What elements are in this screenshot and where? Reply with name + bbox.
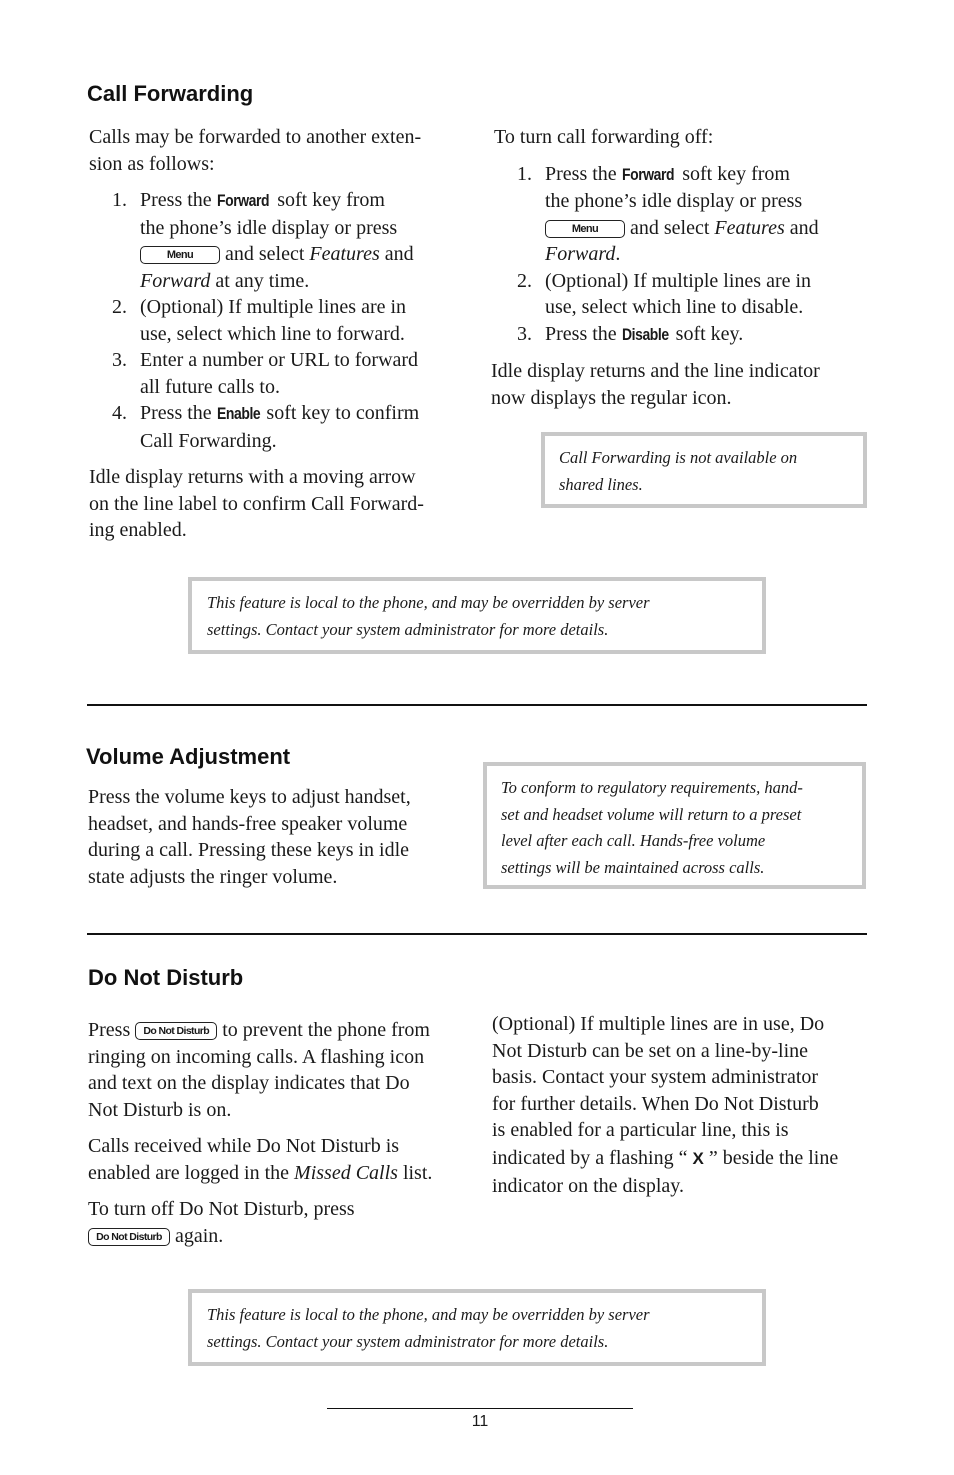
section-divider [87, 933, 867, 935]
off-step-2: 2. (Optional) If multiple lines are in use, select which line to disable. [517, 269, 812, 318]
do-not-disturb-key-icon: Do Not Disturb [135, 1022, 217, 1040]
step-1: 1. Press the Forward soft key from the phone’s idle display or press Menu and select Features and Forward at any time. [112, 189, 414, 292]
do-not-disturb-key-icon: Do Not Disturb [88, 1228, 170, 1246]
intro-line: Calls may be forwarded to another exten- [89, 126, 422, 148]
disable-softkey-label: Disable [621, 324, 669, 344]
note-shared-lines: Call Forwarding is not available on shared lines. [541, 432, 867, 508]
call-forwarding-heading: Call Forwarding [87, 81, 254, 106]
step-4: 4. Press the Enable soft key to confirm Call Forwarding. [112, 402, 420, 452]
forward-softkey-label: Forward [216, 191, 269, 210]
off-step-3: 3. Press the Disable soft key. [494, 321, 871, 349]
note-local-feature: This feature is local to the phone, and may be overridden by server settings. Contact your system administrator for more details. [188, 1289, 766, 1366]
outro-line: Idle display returns with a moving arrow [89, 466, 416, 488]
flashing-x-icon: X [692, 1148, 704, 1168]
off-outro-line: Idle display returns and the line indicator [491, 360, 820, 382]
step-3: 3. Enter a number or URL to forward all future calls to. [112, 349, 419, 398]
off-outro-line: now displays the regular icon. [491, 386, 732, 409]
volume-heading: Volume Adjustment [86, 744, 291, 769]
note-local-feature: This feature is local to the phone, and may be overridden by server settings. Contact your system administrator for more details. [188, 577, 766, 654]
outro-line: ing enabled. [89, 519, 187, 541]
enable-softkey-label: Enable [216, 404, 260, 423]
dnd-paragraph-1: Press Do Not Disturb to prevent the phone from ringing on incoming calls. A flashing icon and text on the display indicates that Do Not Disturb is on. [88, 1019, 430, 1121]
menu-key-icon: Menu [140, 246, 220, 264]
forward-softkey-label: Forward [621, 164, 674, 184]
forwarding-steps [89, 187, 469, 454]
page-number: 11 [471, 1413, 489, 1430]
forwarding-off-steps [494, 161, 871, 349]
dnd-paragraph-2: Calls received while Do Not Disturb is enabled are logged in the Missed Calls list. [88, 1135, 433, 1184]
call-forwarding-left-column [89, 124, 469, 544]
volume-text: Press the volume keys to adjust handset, headset, and hands-free speaker volume during a call. Pressing these keys in idle state adjusts the ringer volume. [88, 786, 411, 888]
outro-line: on the line label to confirm Call Forward- [89, 492, 424, 515]
section-divider [87, 704, 867, 706]
footer-rule [327, 1408, 633, 1409]
dnd-paragraph-3: To turn off Do Not Disturb, press Do Not Disturb again. [88, 1198, 355, 1247]
note-volume-regulatory: To conform to regulatory requirements, hand- set and headset volume will return to a preset level after each call. Hands-free volume settings will be maintained across calls. [483, 762, 866, 889]
menu-key-icon: Menu [545, 220, 625, 238]
dnd-right-column: (Optional) If multiple lines are in use, Do Not Disturb can be set on a line-by-line basis. Contact your system administrator for further details. When Do Not Disturb is enabled for a particular line, this is indicated by a flashing “ X ” beside the line indicator on the display. [492, 1013, 839, 1197]
off-intro: To turn call forwarding off: [494, 126, 714, 148]
dnd-left-column [88, 1017, 473, 1249]
step-2: 2. (Optional) If multiple lines are in use, select which line to forward. [112, 296, 407, 345]
intro-line: sion as follows: [89, 152, 215, 175]
dnd-heading: Do Not Disturb [88, 965, 244, 990]
call-forwarding-right-column [491, 124, 871, 411]
off-step-1: 1. Press the Forward soft key from the phone’s idle display or press Menu and select Features and Forward. [517, 162, 819, 265]
